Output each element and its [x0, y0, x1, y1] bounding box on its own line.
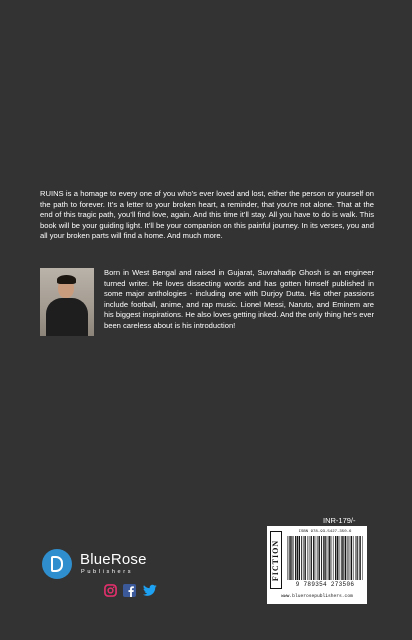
- publisher-subtitle: Publishers: [81, 569, 134, 575]
- publisher-website: www.bluerosepublishers.com: [281, 594, 353, 599]
- facebook-icon[interactable]: [123, 584, 136, 597]
- twitter-icon[interactable]: [143, 584, 157, 597]
- barcode: [286, 536, 364, 580]
- back-cover-blurb: RUINS is a homage to every one of you who’s ever loved and lost, either the person or yourself on the path to forever. It’s a letter to your broken heart, a reminder, that you’re not alone. That at the end of this tragic path, you’ll find love, again. And this time it’ll stay. All you have to do is walk. This book will be your guiding light. It’ll be your companion on this painful journey. In its verses, you and all your broken parts will find a home. And much more.: [40, 189, 374, 241]
- publisher-name: BlueRose: [80, 551, 147, 568]
- isbn-barcode-box: [267, 526, 367, 604]
- bluerose-logo-icon: [42, 549, 72, 579]
- isbn-label: ISBN 978-93-5427-350-6: [298, 530, 352, 534]
- instagram-icon[interactable]: [104, 584, 117, 597]
- isbn-digits: 9 789354 273506: [295, 581, 355, 588]
- genre-label: FICTION: [270, 531, 282, 589]
- author-photo: [40, 268, 94, 336]
- author-bio: Born in West Bengal and raised in Gujarat, Suvrahadip Ghosh is an engineer turned writer. He loves dissecting words and has gotten himself published in some major anthologies - including one with Durjoy Dutta. His other passions include football, anime, and rap music. Lionel Messi, Naruto, and Eminem are his biggest inspirations. He also loves getting inked. And the only thing he’s ever been careless about is his introduction!: [104, 268, 374, 330]
- price-label: INR-179/-: [323, 516, 356, 525]
